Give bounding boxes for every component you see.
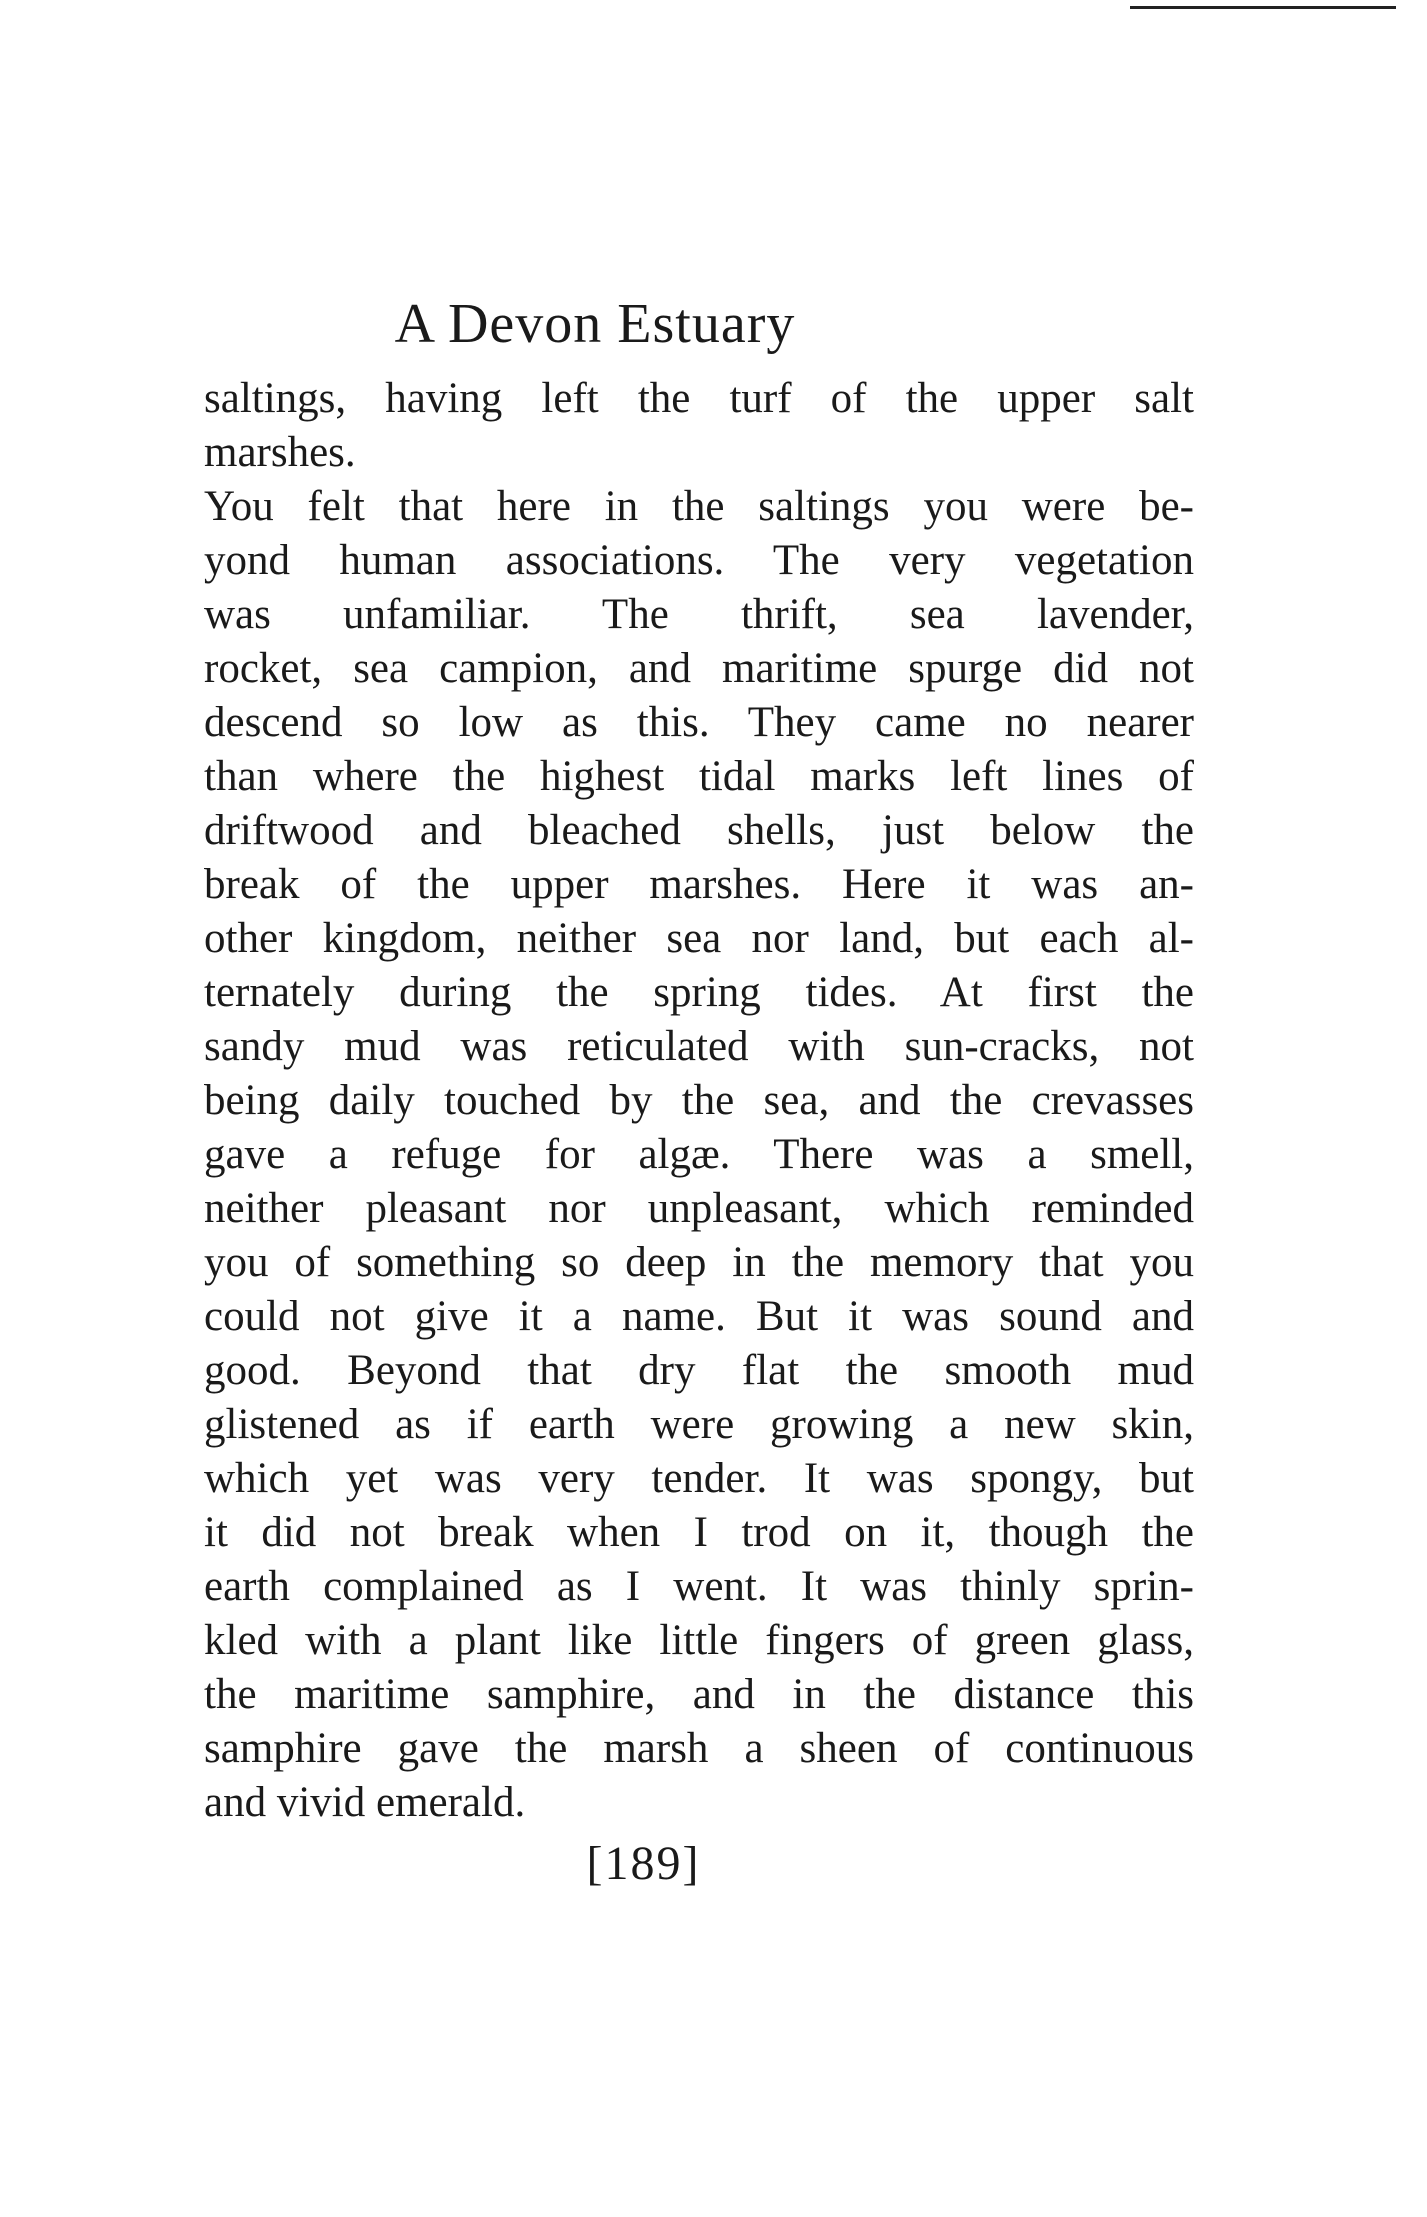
text-line: driftwood and bleached shells, just below the (204, 807, 1194, 854)
page-number (0, 1837, 1427, 1890)
text-line: was unfamiliar. The thrift, sea lavender, (204, 591, 1194, 638)
text-line: gave a refuge for algæ. There was a smell, (204, 1131, 1194, 1178)
top-rule (1130, 6, 1396, 9)
text-line: sandy mud was reticulated with sun-cracks, not (204, 1023, 1194, 1070)
paragraph-1 (204, 372, 1194, 480)
paragraph-2 (204, 480, 1194, 1830)
text-line: descend so low as this. They came no nearer (204, 699, 1194, 746)
body-text (204, 372, 1194, 1830)
text-line: saltings, having left the turf of the upper salt (204, 375, 1194, 422)
text-line: yond human associations. The very vegetation (204, 537, 1194, 584)
text-line: could not give it a name. But it was sound and (204, 1293, 1194, 1340)
text-line: which yet was very tender. It was spongy, but (204, 1455, 1194, 1502)
running-head: A Devon Estuary (394, 293, 796, 355)
text-line: kled with a plant like little fingers of green glass, (204, 1617, 1194, 1664)
text-line: the maritime samphire, and in the distance this (204, 1671, 1194, 1718)
text-line: you of something so deep in the memory that you (204, 1239, 1194, 1286)
text-line: break of the upper marshes. Here it was an- (204, 861, 1194, 908)
text-line: and vivid emerald. (204, 1779, 526, 1826)
text-line: ternately during the spring tides. At first the (204, 969, 1194, 1016)
text-line: being daily touched by the sea, and the crevasses (204, 1077, 1194, 1124)
text-line: than where the highest tidal marks left lines of (204, 753, 1194, 800)
text-line: rocket, sea campion, and maritime spurge did not (204, 645, 1194, 692)
text-line: earth complained as I went. It was thinly sprin- (204, 1563, 1194, 1610)
text-line: good. Beyond that dry flat the smooth mud (204, 1347, 1194, 1394)
text-line: marshes. (204, 429, 356, 476)
text-line: neither pleasant nor unpleasant, which reminded (204, 1185, 1194, 1232)
text-line: You felt that here in the saltings you were be- (204, 483, 1194, 530)
text-line: samphire gave the marsh a sheen of continuous (204, 1725, 1194, 1772)
text-line: glistened as if earth were growing a new skin, (204, 1401, 1194, 1448)
text-line: it did not break when I trod on it, though the (204, 1509, 1194, 1556)
page-number-text: [189] (586, 1837, 701, 1890)
text-line: other kingdom, neither sea nor land, but each al- (204, 915, 1194, 962)
